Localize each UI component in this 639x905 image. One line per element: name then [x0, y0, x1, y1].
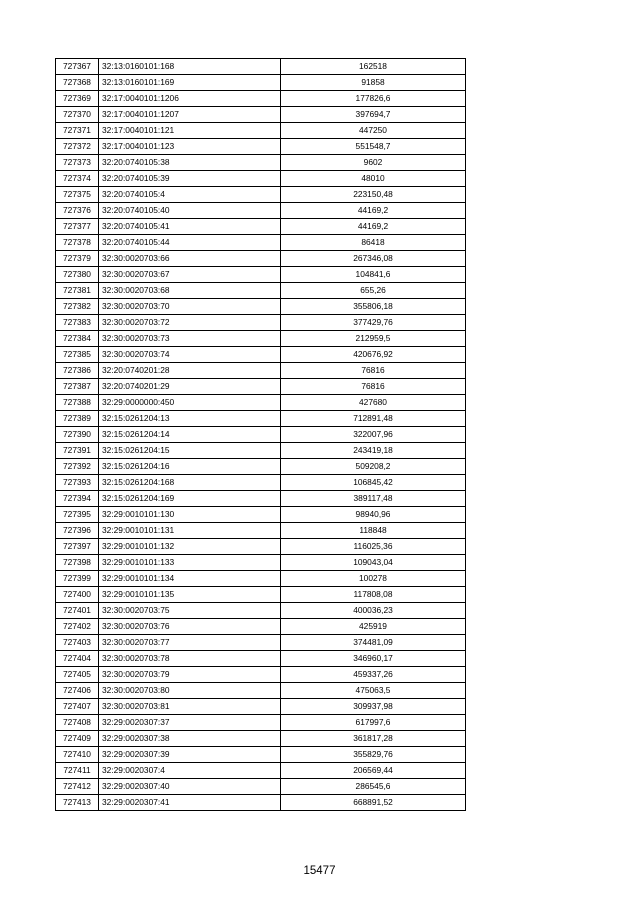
row-number-cell: 727404 — [56, 651, 99, 667]
cadastral-number-cell: 32:29:0010101:130 — [99, 507, 281, 523]
table-row — [56, 75, 466, 91]
row-number-cell: 727395 — [56, 507, 99, 523]
cadastral-number-cell: 32:30:0020703:66 — [99, 251, 281, 267]
table-row — [56, 683, 466, 699]
value-cell: 109043,04 — [281, 555, 466, 571]
value-cell: 117808,08 — [281, 587, 466, 603]
row-number-cell: 727381 — [56, 283, 99, 299]
row-number-cell: 727397 — [56, 539, 99, 555]
value-cell: 162518 — [281, 59, 466, 75]
table-row — [56, 411, 466, 427]
cadastral-number-cell: 32:17:0040101:123 — [99, 139, 281, 155]
table-body — [56, 59, 466, 811]
cadastral-number-cell: 32:30:0020703:79 — [99, 667, 281, 683]
value-cell: 118848 — [281, 523, 466, 539]
table-row — [56, 555, 466, 571]
table-row — [56, 427, 466, 443]
cadastral-number-cell: 32:15:0261204:13 — [99, 411, 281, 427]
value-cell: 206569,44 — [281, 763, 466, 779]
cadastral-number-cell: 32:17:0040101:1206 — [99, 91, 281, 107]
cadastral-number-cell: 32:30:0020703:76 — [99, 619, 281, 635]
value-cell: 355806,18 — [281, 299, 466, 315]
row-number-cell: 727373 — [56, 155, 99, 171]
table-row — [56, 283, 466, 299]
table-row — [56, 299, 466, 315]
row-number-cell: 727393 — [56, 475, 99, 491]
cadastral-number-cell: 32:20:0740105:41 — [99, 219, 281, 235]
table-row — [56, 587, 466, 603]
table-row — [56, 619, 466, 635]
row-number-cell: 727400 — [56, 587, 99, 603]
row-number-cell: 727392 — [56, 459, 99, 475]
table-row — [56, 779, 466, 795]
row-number-cell: 727391 — [56, 443, 99, 459]
row-number-cell: 727386 — [56, 363, 99, 379]
cadastral-number-cell: 32:30:0020703:73 — [99, 331, 281, 347]
value-cell: 509208,2 — [281, 459, 466, 475]
row-number-cell: 727379 — [56, 251, 99, 267]
row-number-cell: 727378 — [56, 235, 99, 251]
table-row — [56, 315, 466, 331]
cadastral-number-cell: 32:29:0020307:37 — [99, 715, 281, 731]
value-cell: 400036,23 — [281, 603, 466, 619]
value-cell: 322007,96 — [281, 427, 466, 443]
table-row — [56, 187, 466, 203]
cadastral-number-cell: 32:29:0010101:135 — [99, 587, 281, 603]
row-number-cell: 727368 — [56, 75, 99, 91]
value-cell: 104841,6 — [281, 267, 466, 283]
table-row — [56, 331, 466, 347]
cadastral-number-cell: 32:30:0020703:74 — [99, 347, 281, 363]
table-row — [56, 107, 466, 123]
row-number-cell: 727384 — [56, 331, 99, 347]
value-cell: 617997,6 — [281, 715, 466, 731]
row-number-cell: 727412 — [56, 779, 99, 795]
value-cell: 551548,7 — [281, 139, 466, 155]
value-cell: 374481,09 — [281, 635, 466, 651]
value-cell: 177826,6 — [281, 91, 466, 107]
table-row — [56, 139, 466, 155]
table-row — [56, 667, 466, 683]
table-row — [56, 731, 466, 747]
cadastral-number-cell: 32:30:0020703:78 — [99, 651, 281, 667]
cadastral-number-cell: 32:15:0261204:16 — [99, 459, 281, 475]
row-number-cell: 727371 — [56, 123, 99, 139]
row-number-cell: 727399 — [56, 571, 99, 587]
row-number-cell: 727394 — [56, 491, 99, 507]
value-cell: 100278 — [281, 571, 466, 587]
table-row — [56, 251, 466, 267]
cadastral-number-cell: 32:20:0740201:29 — [99, 379, 281, 395]
row-number-cell: 727409 — [56, 731, 99, 747]
table-row — [56, 651, 466, 667]
cadastral-number-cell: 32:20:0740105:44 — [99, 235, 281, 251]
value-cell: 475063,5 — [281, 683, 466, 699]
value-cell: 712891,48 — [281, 411, 466, 427]
row-number-cell: 727401 — [56, 603, 99, 619]
cadastral-number-cell: 32:29:0020307:4 — [99, 763, 281, 779]
cadastral-number-cell: 32:30:0020703:75 — [99, 603, 281, 619]
cadastral-number-cell: 32:29:0020307:41 — [99, 795, 281, 811]
table-row — [56, 795, 466, 811]
table-row — [56, 203, 466, 219]
cadastral-number-cell: 32:15:0261204:15 — [99, 443, 281, 459]
cadastral-number-cell: 32:29:0000000:450 — [99, 395, 281, 411]
row-number-cell: 727413 — [56, 795, 99, 811]
table-row — [56, 219, 466, 235]
cadastral-number-cell: 32:17:0040101:1207 — [99, 107, 281, 123]
table-row — [56, 475, 466, 491]
row-number-cell: 727385 — [56, 347, 99, 363]
table-row — [56, 491, 466, 507]
cadastral-number-cell: 32:29:0010101:134 — [99, 571, 281, 587]
cadastral-number-cell: 32:20:0740105:38 — [99, 155, 281, 171]
cadastral-number-cell: 32:30:0020703:67 — [99, 267, 281, 283]
table-row — [56, 715, 466, 731]
table-row — [56, 363, 466, 379]
cadastral-number-cell: 32:29:0010101:133 — [99, 555, 281, 571]
row-number-cell: 727403 — [56, 635, 99, 651]
table-row — [56, 523, 466, 539]
cadastral-number-cell: 32:29:0020307:40 — [99, 779, 281, 795]
row-number-cell: 727374 — [56, 171, 99, 187]
page-number: 15477 — [303, 865, 336, 877]
row-number-cell: 727369 — [56, 91, 99, 107]
value-cell: 397694,7 — [281, 107, 466, 123]
value-cell: 44169,2 — [281, 219, 466, 235]
value-cell: 361817,28 — [281, 731, 466, 747]
table-row — [56, 571, 466, 587]
cadastral-number-cell: 32:30:0020703:70 — [99, 299, 281, 315]
cadastral-number-cell: 32:29:0020307:38 — [99, 731, 281, 747]
cadastral-number-cell: 32:30:0020703:80 — [99, 683, 281, 699]
row-number-cell: 727389 — [56, 411, 99, 427]
cadastral-number-cell: 32:15:0261204:14 — [99, 427, 281, 443]
table-row — [56, 459, 466, 475]
data-table — [55, 58, 466, 811]
value-cell: 76816 — [281, 363, 466, 379]
row-number-cell: 727390 — [56, 427, 99, 443]
value-cell: 212959,5 — [281, 331, 466, 347]
table-row — [56, 395, 466, 411]
cadastral-number-cell: 32:30:0020703:77 — [99, 635, 281, 651]
value-cell: 668891,52 — [281, 795, 466, 811]
value-cell: 223150,48 — [281, 187, 466, 203]
row-number-cell: 727408 — [56, 715, 99, 731]
row-number-cell: 727387 — [56, 379, 99, 395]
value-cell: 420676,92 — [281, 347, 466, 363]
table-row — [56, 507, 466, 523]
row-number-cell: 727406 — [56, 683, 99, 699]
row-number-cell: 727396 — [56, 523, 99, 539]
value-cell: 86418 — [281, 235, 466, 251]
table-row — [56, 91, 466, 107]
value-cell: 355829,76 — [281, 747, 466, 763]
cadastral-number-cell: 32:13:0160101:168 — [99, 59, 281, 75]
cadastral-number-cell: 32:30:0020703:68 — [99, 283, 281, 299]
table-row — [56, 635, 466, 651]
value-cell: 427680 — [281, 395, 466, 411]
table-row — [56, 699, 466, 715]
row-number-cell: 727388 — [56, 395, 99, 411]
row-number-cell: 727407 — [56, 699, 99, 715]
row-number-cell: 727383 — [56, 315, 99, 331]
value-cell: 76816 — [281, 379, 466, 395]
row-number-cell: 727382 — [56, 299, 99, 315]
value-cell: 243419,18 — [281, 443, 466, 459]
table-row — [56, 539, 466, 555]
value-cell: 116025,36 — [281, 539, 466, 555]
row-number-cell: 727367 — [56, 59, 99, 75]
value-cell: 91858 — [281, 75, 466, 91]
value-cell: 267346,08 — [281, 251, 466, 267]
cadastral-number-cell: 32:15:0261204:168 — [99, 475, 281, 491]
row-number-cell: 727405 — [56, 667, 99, 683]
row-number-cell: 727377 — [56, 219, 99, 235]
table-row — [56, 123, 466, 139]
value-cell: 459337,26 — [281, 667, 466, 683]
cadastral-number-cell: 32:17:0040101:121 — [99, 123, 281, 139]
row-number-cell: 727375 — [56, 187, 99, 203]
cadastral-number-cell: 32:20:0740201:28 — [99, 363, 281, 379]
cadastral-number-cell: 32:13:0160101:169 — [99, 75, 281, 91]
row-number-cell: 727410 — [56, 747, 99, 763]
table-row — [56, 155, 466, 171]
row-number-cell: 727402 — [56, 619, 99, 635]
value-cell: 44169,2 — [281, 203, 466, 219]
cadastral-number-cell: 32:30:0020703:72 — [99, 315, 281, 331]
cadastral-number-cell: 32:30:0020703:81 — [99, 699, 281, 715]
table-row — [56, 443, 466, 459]
value-cell: 98940,96 — [281, 507, 466, 523]
table-row — [56, 347, 466, 363]
value-cell: 9602 — [281, 155, 466, 171]
cadastral-number-cell: 32:29:0010101:132 — [99, 539, 281, 555]
value-cell: 48010 — [281, 171, 466, 187]
value-cell: 309937,98 — [281, 699, 466, 715]
row-number-cell: 727372 — [56, 139, 99, 155]
row-number-cell: 727411 — [56, 763, 99, 779]
row-number-cell: 727370 — [56, 107, 99, 123]
table-row — [56, 747, 466, 763]
cadastral-number-cell: 32:20:0740105:40 — [99, 203, 281, 219]
value-cell: 447250 — [281, 123, 466, 139]
cadastral-number-cell: 32:20:0740105:4 — [99, 187, 281, 203]
cadastral-number-cell: 32:29:0020307:39 — [99, 747, 281, 763]
value-cell: 389117,48 — [281, 491, 466, 507]
value-cell: 346960,17 — [281, 651, 466, 667]
table-row — [56, 59, 466, 75]
table-row — [56, 235, 466, 251]
row-number-cell: 727376 — [56, 203, 99, 219]
cadastral-number-cell: 32:15:0261204:169 — [99, 491, 281, 507]
table-row — [56, 763, 466, 779]
table-row — [56, 379, 466, 395]
table-row — [56, 603, 466, 619]
table-row — [56, 267, 466, 283]
row-number-cell: 727398 — [56, 555, 99, 571]
cadastral-number-cell: 32:29:0010101:131 — [99, 523, 281, 539]
value-cell: 106845,42 — [281, 475, 466, 491]
value-cell: 377429,76 — [281, 315, 466, 331]
value-cell: 425919 — [281, 619, 466, 635]
cadastral-number-cell: 32:20:0740105:39 — [99, 171, 281, 187]
row-number-cell: 727380 — [56, 267, 99, 283]
table-row — [56, 171, 466, 187]
value-cell: 655,26 — [281, 283, 466, 299]
value-cell: 286545,6 — [281, 779, 466, 795]
